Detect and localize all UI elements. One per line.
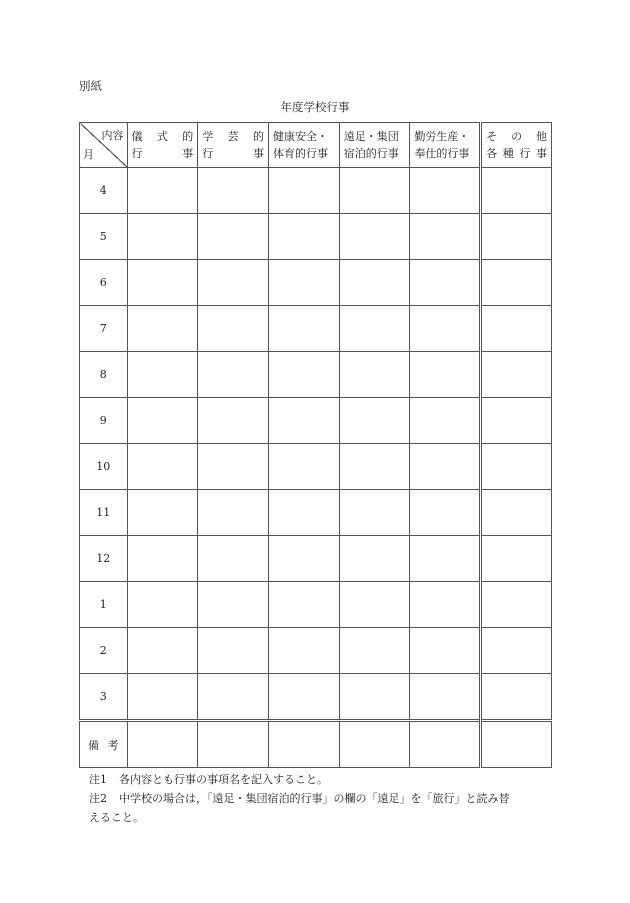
event-cell[interactable] [268,352,339,398]
month-row [80,536,552,582]
notes [89,770,510,827]
month-label: 7 [80,306,128,352]
event-cell[interactable] [127,214,198,260]
event-cell[interactable] [268,490,339,536]
column-header-other: そ の 他 各 種 行 事 [481,123,552,168]
event-cell[interactable] [339,260,410,306]
event-cell[interactable] [198,306,269,352]
event-cell[interactable] [198,352,269,398]
event-cell[interactable] [410,582,481,628]
remarks-cell[interactable] [268,721,339,768]
month-row [80,628,552,674]
attachment-label: 別紙 [79,79,102,93]
month-row [80,490,552,536]
event-cell[interactable] [127,260,198,306]
event-cell[interactable] [127,536,198,582]
column-header-cultural: 学 芸 的 行 事 [198,123,269,168]
event-cell[interactable] [410,490,481,536]
column-header-service: 勤労生産・ 奉仕的行事 [410,123,481,168]
event-cell[interactable] [268,582,339,628]
header-row [80,123,552,168]
event-cell[interactable] [481,260,552,306]
event-cell[interactable] [198,168,269,214]
event-cell[interactable] [127,444,198,490]
column-header-excursion: 遠足・集団 宿泊的行事 [339,123,410,168]
event-cell[interactable] [198,398,269,444]
event-cell[interactable] [127,674,198,721]
event-cell[interactable] [481,536,552,582]
event-cell[interactable] [339,306,410,352]
event-cell[interactable] [339,674,410,721]
month-label: 4 [80,168,128,214]
event-cell[interactable] [198,628,269,674]
event-cell[interactable] [410,168,481,214]
event-cell[interactable] [410,260,481,306]
event-cell[interactable] [339,168,410,214]
month-label: 3 [80,674,128,721]
remarks-label-cell: 備 考 [80,721,128,768]
corner-content-label: 内容 [101,129,124,142]
month-row [80,398,552,444]
event-cell[interactable] [198,214,269,260]
event-cell[interactable] [481,444,552,490]
remarks-cell[interactable] [410,721,481,768]
month-label: 6 [80,260,128,306]
event-cell[interactable] [198,260,269,306]
event-cell[interactable] [339,444,410,490]
remarks-cell[interactable] [127,721,198,768]
event-cell[interactable] [127,582,198,628]
month-row [80,444,552,490]
month-row [80,168,552,214]
event-cell[interactable] [339,490,410,536]
month-row [80,214,552,260]
event-cell[interactable] [198,536,269,582]
month-label: 1 [80,582,128,628]
event-cell[interactable] [198,674,269,721]
month-row [80,260,552,306]
event-cell[interactable] [198,582,269,628]
event-cell[interactable] [410,444,481,490]
event-cell[interactable] [410,306,481,352]
note-2: 注2 中学校の場合は，「遠足・集団宿泊的行事」の欄の「遠足」を「旅行」と読み替 [89,792,510,805]
event-cell[interactable] [127,168,198,214]
month-row [80,674,552,721]
corner-month-label: 月 [83,148,94,161]
month-label: 12 [80,536,128,582]
note-2-continuation: えること。 [89,811,144,824]
month-label: 10 [80,444,128,490]
event-cell[interactable] [410,674,481,721]
event-cell[interactable] [481,490,552,536]
month-label: 2 [80,628,128,674]
event-cell[interactable] [268,306,339,352]
event-cell[interactable] [268,398,339,444]
event-cell[interactable] [481,168,552,214]
event-cell[interactable] [410,628,481,674]
event-cell[interactable] [127,490,198,536]
month-row [80,352,552,398]
event-cell[interactable] [410,536,481,582]
event-cell[interactable] [339,628,410,674]
event-cell[interactable] [481,582,552,628]
event-cell[interactable] [127,352,198,398]
event-cell[interactable] [127,306,198,352]
event-cell[interactable] [127,628,198,674]
event-cell[interactable] [268,536,339,582]
page-title: 年度学校行事 [280,100,350,114]
event-cell[interactable] [410,398,481,444]
event-cell[interactable] [481,352,552,398]
event-cell[interactable] [481,398,552,444]
schedule-table [79,122,552,768]
event-cell[interactable] [268,260,339,306]
event-cell[interactable] [481,628,552,674]
month-row [80,582,552,628]
column-header-health-sports: 健康安全・ 体育的行事 [268,123,339,168]
month-row [80,306,552,352]
month-label: 8 [80,352,128,398]
event-cell[interactable] [481,674,552,721]
event-cell[interactable] [339,352,410,398]
note-1: 注1 各内容とも行事の事項名を記入すること。 [89,773,328,786]
event-cell[interactable] [198,490,269,536]
event-cell[interactable] [268,628,339,674]
event-cell[interactable] [268,674,339,721]
event-cell[interactable] [481,214,552,260]
month-label: 5 [80,214,128,260]
column-header-ceremonial: 儀 式 的 行 事 [127,123,198,168]
month-label: 11 [80,490,128,536]
event-cell[interactable] [339,536,410,582]
event-cell[interactable] [198,444,269,490]
event-cell[interactable] [481,306,552,352]
event-cell[interactable] [410,352,481,398]
remarks-cell[interactable] [481,721,552,768]
event-cell[interactable] [339,214,410,260]
event-cell[interactable] [339,398,410,444]
event-cell[interactable] [268,214,339,260]
remarks-row [80,721,552,768]
event-cell[interactable] [268,444,339,490]
remarks-cell[interactable] [198,721,269,768]
remarks-cell[interactable] [339,721,410,768]
event-cell[interactable] [410,214,481,260]
month-label: 9 [80,398,128,444]
event-cell[interactable] [268,168,339,214]
corner-header-cell [80,123,128,168]
event-cell[interactable] [339,582,410,628]
event-cell[interactable] [127,398,198,444]
